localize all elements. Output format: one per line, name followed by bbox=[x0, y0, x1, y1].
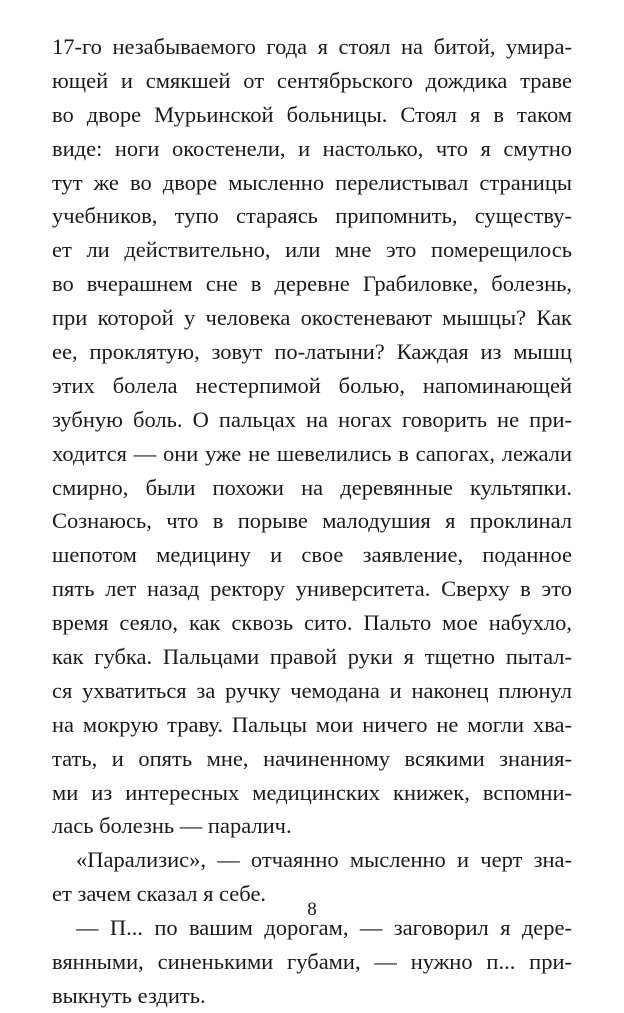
paragraph bbox=[52, 911, 572, 1013]
text-line: — П... по вашим дорогам, — заговорил я дере- bbox=[76, 915, 572, 941]
text-line: ми из интересных медицинских книжек, вспомни- bbox=[52, 779, 572, 805]
text-line: во дворе Мурьинской больницы. Стоял я в таком bbox=[52, 101, 572, 127]
text-line: ет ли действительно, или мне это померещилось bbox=[52, 237, 572, 263]
text-line: этих болела нестерпимой болью, напоминающей bbox=[52, 372, 572, 398]
text-line: при которой у человека окостеневают мышцы? Как bbox=[52, 305, 572, 331]
text-line: 17-го незабываемого года я стоял на битой, умира- bbox=[52, 34, 572, 59]
text-line: тать, и опять мне, начиненному всякими знания- bbox=[52, 745, 572, 771]
text-line: учебников, тупо стараясь припомнить, существу- bbox=[52, 203, 572, 229]
text-line: ся ухватиться за ручку чемодана и наконец плюнул bbox=[52, 677, 572, 703]
text-line: как губка. Пальцами правой руки я тщетно пытал- bbox=[52, 644, 572, 670]
text-line: Сознаюсь, что в порыве малодушия я проклинал bbox=[52, 508, 572, 534]
body-text bbox=[52, 30, 572, 1013]
text-line: шепотом медицину и свое заявление, поданное bbox=[52, 542, 572, 568]
text-line: «Парализис», — отчаянно мысленно и черт зна- bbox=[76, 847, 572, 873]
text-line: лась болезнь — паралич. bbox=[52, 813, 292, 839]
text-line: пять лет назад ректору университета. Сверху в это bbox=[52, 576, 572, 602]
text-line: вянными, синенькими губами, — нужно п... при- bbox=[52, 949, 572, 975]
text-line: ющей и смякшей от сентябрьского дождика траве bbox=[52, 67, 572, 93]
text-line: выкнуть ездить. bbox=[52, 982, 206, 1008]
text-line: зубную боль. О пальцах на ногах говорить не при- bbox=[52, 406, 572, 432]
text-line: ходится — они уже не шевелились в сапогах, лежали bbox=[52, 440, 572, 466]
text-line: виде: ноги окостенели, и настолько, что я смутно bbox=[52, 135, 572, 161]
text-line: на мокрую траву. Пальцы мои ничего не могли хва- bbox=[52, 711, 572, 737]
text-line: ет зачем сказал я себе. bbox=[52, 881, 267, 907]
page-number: 8 bbox=[307, 899, 317, 920]
text-line: смирно, были похожи на деревянные культяпки. bbox=[52, 474, 572, 500]
text-line: время сеяло, как сквозь сито. Пальто мое набухло, bbox=[52, 610, 572, 636]
text-line: во вчерашнем сне в деревне Грабиловке, болезнь, bbox=[52, 271, 572, 297]
text-line: ее, проклятую, зовут по-латыни? Каждая из мышц bbox=[52, 339, 572, 365]
text-line: тут же во дворе мысленно перелистывал страницы bbox=[52, 169, 572, 195]
paragraph bbox=[52, 30, 572, 843]
